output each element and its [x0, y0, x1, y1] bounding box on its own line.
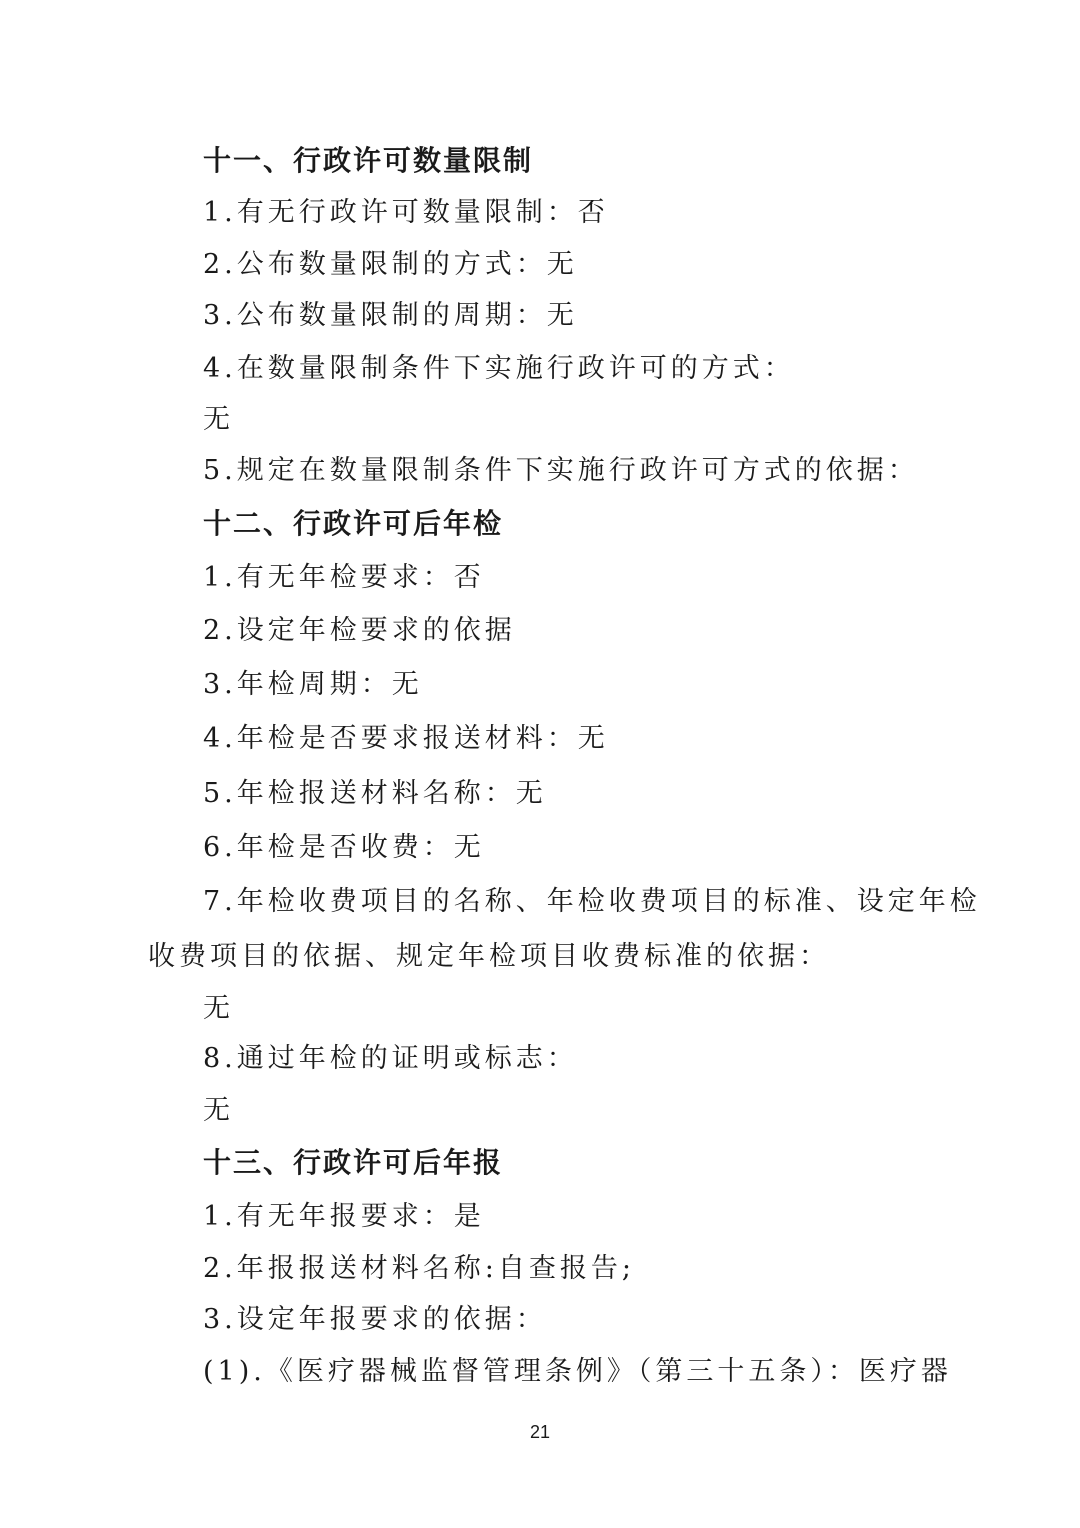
text-line-continuation: 收费项目的依据、规定年检项目收费标准的依据： [148, 941, 830, 972]
text-line: 无 [203, 1095, 234, 1126]
text-line: 2.设定年检要求的依据 [203, 615, 516, 646]
text-line: 无 [203, 993, 234, 1024]
text-line: 2.年报报送材料名称:自查报告; [203, 1253, 635, 1284]
text-line: 无 [203, 404, 234, 435]
text-line: 8.通过年检的证明或标志： [203, 1043, 578, 1074]
text-line: (1).《医疗器械监督管理条例》（第三十五条）：医疗器 [203, 1356, 952, 1387]
text-line: 1.有无年报要求：是 [203, 1201, 485, 1232]
text-line: 3.公布数量限制的周期：无 [203, 300, 578, 331]
text-line: 3.设定年报要求的依据： [203, 1304, 547, 1335]
text-line: 4.在数量限制条件下实施行政许可的方式： [203, 353, 795, 384]
page-number: 21 [529, 1422, 551, 1442]
text-line: 7.年检收费项目的名称、年检收费项目的标准、设定年检 [203, 886, 981, 917]
section-heading: 十三、行政许可后年报 [203, 1146, 504, 1179]
section-heading: 十二、行政许可后年检 [203, 507, 504, 540]
text-line: 3.年检周期：无 [203, 669, 423, 700]
text-line: 5.规定在数量限制条件下实施行政许可方式的依据： [203, 455, 919, 486]
text-line: 4.年检是否要求报送材料：无 [203, 723, 609, 754]
text-line: 1.有无行政许可数量限制：否 [203, 197, 609, 228]
text-line: 1.有无年检要求：否 [203, 562, 485, 593]
section-heading: 十一、行政许可数量限制 [203, 144, 534, 177]
text-line: 6.年检是否收费：无 [203, 832, 485, 863]
text-line: 2.公布数量限制的方式：无 [203, 249, 578, 280]
text-line: 5.年检报送材料名称：无 [203, 778, 547, 809]
